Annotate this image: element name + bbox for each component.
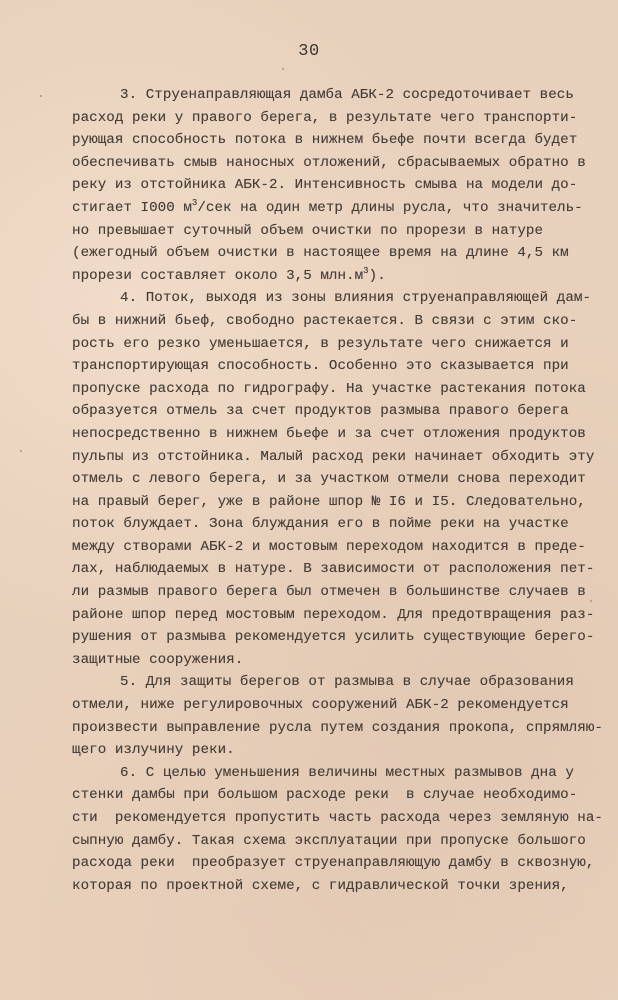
- text-line: непосредственно в нижнем бьефе и за счет отложения продуктов: [72, 425, 586, 442]
- text-line: рующая способность потока в нижнем бьефе почти всегда будет: [72, 132, 578, 149]
- text-fragment: прорези составляет около 3,5 млн.м: [72, 267, 364, 284]
- text-line: транспортирующая способность. Особенно это сказывается при: [72, 358, 569, 375]
- text-line: 6. С целью уменьшения величины местных размывов дна у: [120, 764, 574, 781]
- text-line: 4. Поток, выходя из зоны влияния струенаправляющей дам-: [120, 290, 592, 307]
- page-number: 30: [298, 42, 320, 61]
- body-text: [72, 84, 603, 897]
- text-line: на правый берег, уже в районе шпор № I6 и I5. Следовательно,: [72, 493, 586, 510]
- text-line: 5. Для защиты берегов от размыва в случае образования: [120, 674, 574, 691]
- text-line: 3. Струенаправляющая дамба АБК-2 сосредоточивает весь: [120, 87, 574, 103]
- text-line: расхода реки преобразует струенаправляющую дамбу в сквозную,: [72, 855, 595, 872]
- superscript: 3: [363, 265, 369, 276]
- text-line: которая по проектной схеме, с гидравлической точки зрения,: [72, 877, 569, 894]
- text-line: расход реки у правого берега, в результате чего транспорти-: [72, 109, 578, 126]
- superscript: 3: [191, 197, 198, 208]
- text-line: сыпную дамбу. Такая схема эксплуатации при пропуске большого: [72, 832, 586, 849]
- text-line: защитные сооружения.: [72, 651, 244, 668]
- text-line: отмель с левого берега, и за участком отмели снова переходит: [72, 471, 586, 488]
- text-line: стенки дамбы при большом расходе реки в случае необходимо-: [72, 787, 578, 804]
- text-line: лах, наблюдаемых в натуре. В зависимости от расположения пет-: [72, 561, 595, 578]
- paper-speck: [590, 600, 592, 602]
- text-fragment: стигает I000 м: [72, 199, 192, 216]
- text-fragment: /сек на один метр длины русла, что значитель-: [197, 199, 583, 216]
- paper-speck: [40, 95, 42, 97]
- text-line: отмели, ниже регулировочных сооружений АБК-2 рекомендуется: [72, 697, 569, 714]
- text-line: обеспечивать смыв наносных отложений, сбрасываемых обратно в: [72, 154, 586, 171]
- text-line: пульпы из отстойника. Малый расход реки начинает обходить эту: [72, 448, 595, 465]
- text-line: районе шпор перед мостовым переходом. Для предотвращения раз-: [72, 606, 595, 623]
- text-line: произвести выправление русла путем создания прокопа, спрямляю-: [72, 719, 603, 736]
- paragraph-4: [72, 287, 595, 671]
- text-line: между створами АБК-2 и мостовым переходом находится в преде-: [72, 538, 586, 555]
- text-line: сти рекомендуется пропустить часть расхода через земляную на-: [72, 810, 603, 826]
- paragraph-5: [72, 671, 603, 761]
- paper-speck: [545, 840, 547, 842]
- text-line: [72, 197, 592, 220]
- text-line: реку из отстойника АБК-2. Интенсивность смыва на модели до-: [72, 177, 578, 194]
- text-line: бы в нижний бьеф, свободно растекается. В связи с этим ско-: [72, 312, 578, 329]
- paragraph-3: [72, 84, 592, 287]
- text-line: ли размыв правого берега был отмечен в большинстве случаев в: [72, 584, 586, 601]
- text-line: пропуске расхода по гидрографу. На участке растекания потока: [72, 380, 586, 397]
- text-line: но превышает суточный объем очистки по прорези в натуре: [72, 222, 544, 239]
- text-fragment: ).: [368, 267, 386, 284]
- text-line: рость его резко уменьшается, в результате чего снижается и: [72, 335, 569, 352]
- text-line: образуется отмель за счет продуктов размыва правого берега: [72, 403, 569, 420]
- text-line: рушения от размыва рекомендуется усилить существующие берего-: [72, 629, 595, 646]
- paper-speck: [20, 450, 22, 452]
- paragraph-6: [72, 762, 603, 898]
- text-line: [72, 265, 592, 288]
- text-line: щего излучину реки.: [72, 742, 235, 759]
- text-line: (ежегодный объем очистки в настоящее время на длине 4,5 км: [72, 245, 569, 262]
- text-line: поток блуждает. Зона блуждания его в пойме реки на участке: [72, 516, 569, 533]
- paper-speck: [282, 68, 284, 70]
